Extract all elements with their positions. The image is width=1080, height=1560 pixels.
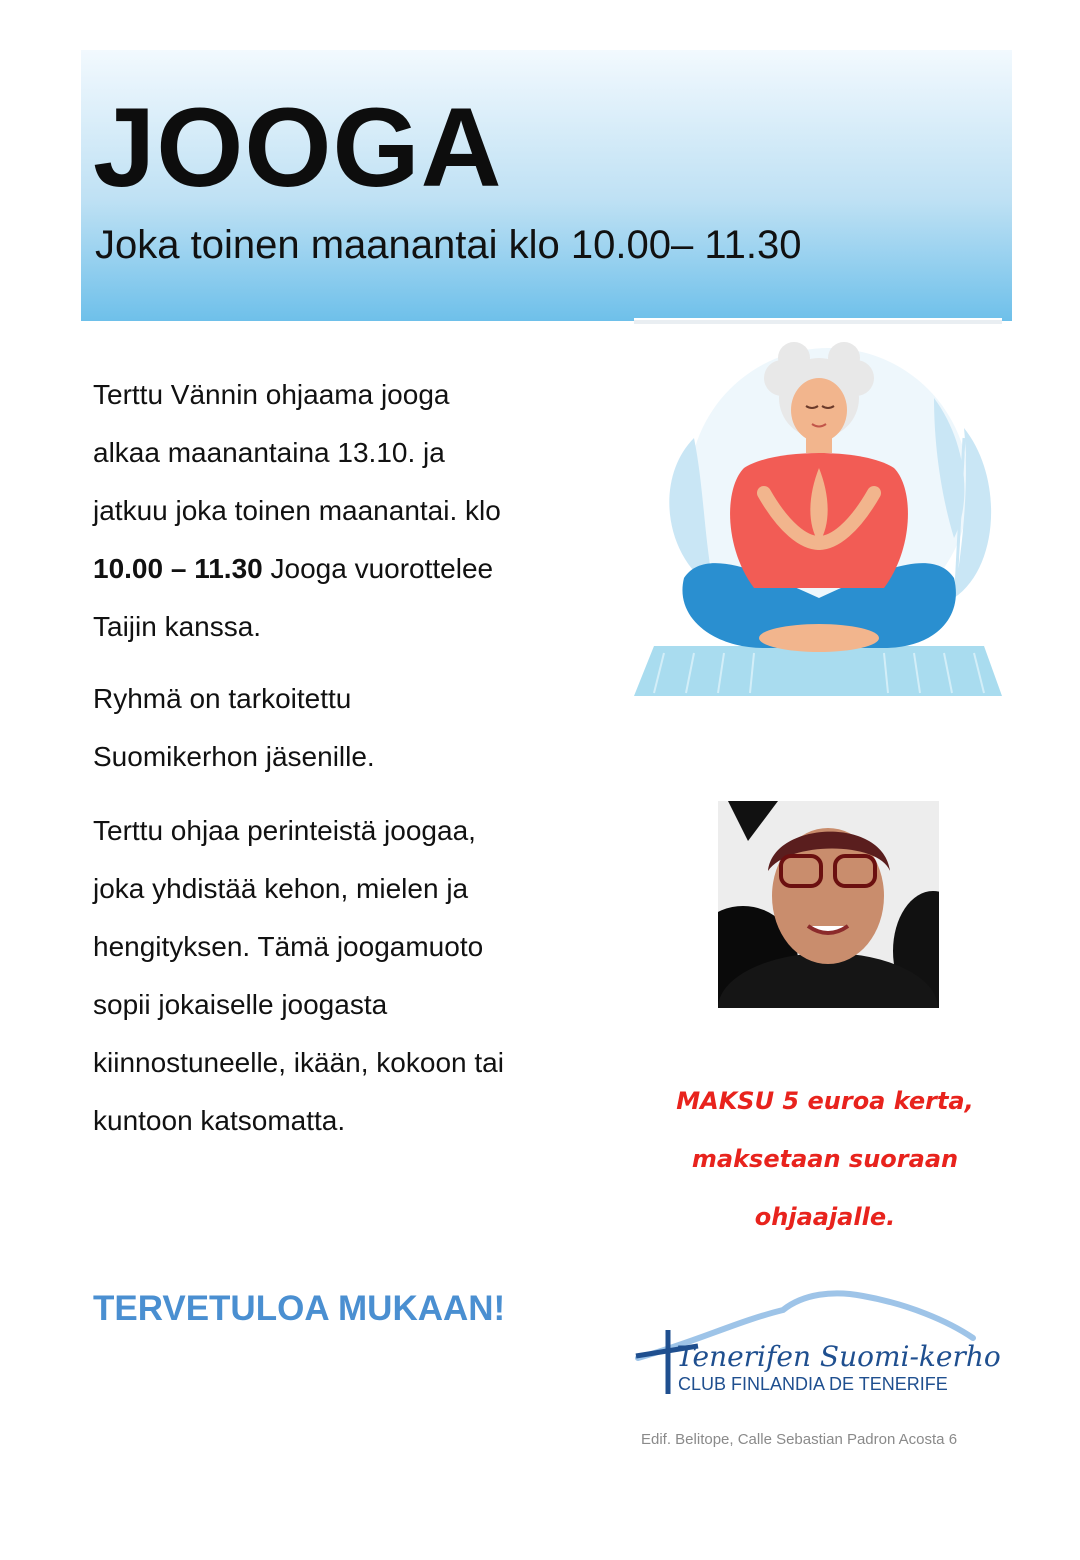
intro-line: Taijin kanssa.	[93, 611, 262, 642]
description-line: sopii jokaiselle joogasta	[93, 989, 388, 1020]
page-title: JOOGA	[93, 85, 503, 210]
group-line: Ryhmä on tarkoitettu	[93, 683, 352, 714]
description-line: joka yhdistää kehon, mielen ja	[93, 873, 469, 904]
fee-notice	[650, 1072, 1000, 1246]
fee-line: MAKSU 5 euroa kerta,	[676, 1087, 974, 1115]
schedule-subtitle: Joka toinen maanantai klo 10.00– 11.30	[95, 223, 802, 267]
instructor-photo	[718, 801, 939, 1008]
time-range: 10.00 – 11.30	[93, 553, 263, 584]
intro-time-line	[93, 540, 593, 598]
intro-line: Terttu Vännin ohjaama jooga	[93, 379, 450, 410]
description-paragraph	[93, 802, 593, 1150]
intro-line: alkaa maanantaina 13.10. ja	[93, 437, 445, 468]
intro-line: jatkuu joka toinen maanantai. klo	[93, 495, 501, 526]
group-paragraph	[93, 670, 593, 786]
yoga-illustration	[634, 318, 1002, 700]
logo-name: Tenerifen Suomi-kerho	[676, 1340, 1001, 1373]
description-line: kiinnostuneelle, ikään, kokoon tai	[93, 1047, 504, 1078]
group-line: Suomikerhon jäsenille.	[93, 741, 375, 772]
intro-line-rest: Jooga vuorottelee	[262, 553, 494, 584]
address-text: Edif. Belitope, Calle Sebastian Padron Acosta 6	[641, 1431, 958, 1448]
club-logo	[628, 1286, 1008, 1404]
intro-paragraph	[93, 366, 593, 656]
description-line: hengityksen. Tämä joogamuoto	[93, 931, 484, 962]
description-line: kuntoon katsomatta.	[93, 1105, 346, 1136]
welcome-text: TERVETULOA MUKAAN!	[93, 1289, 506, 1328]
fee-line: maksetaan suoraan	[691, 1145, 959, 1173]
fee-line: ohjaajalle.	[754, 1203, 896, 1231]
description-line: Terttu ohjaa perinteistä joogaa,	[93, 815, 476, 846]
logo-subname: CLUB FINLANDIA DE TENERIFE	[678, 1374, 948, 1394]
